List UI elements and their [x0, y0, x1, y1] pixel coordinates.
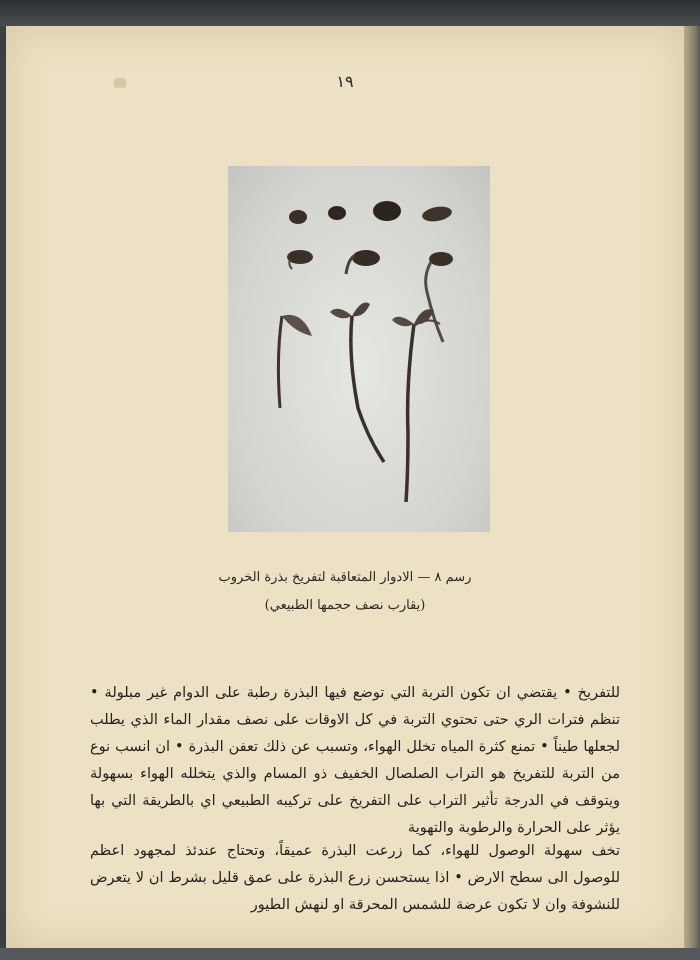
page-number: ١٩	[336, 72, 354, 91]
book-page	[6, 26, 684, 948]
body-paragraph: للتفريخ • يقتضي ان تكون التربة التي توضع فيها البذرة رطبة على الدوام غير مبلولة • تنظم فترات الري حتى تحتوي التربة في كل الاوقات على نصف مقدار الماء الذي يطلب لجعلها طيناً • تمنع كثرة المياه تخلل الهواء، وتسبب عن ذلك تعفن البذرة • ان انسب نوع من التربة للتفريخ هو التراب الصلصال الخفيف ذو المسام والذي يتخلله الهواء بسهولة ويتوقف في الدرجة تأثير التراب على التفريخ على تركيبه الطبيعي اي بالطريقة التي بها يؤثر على الحرارة والرطوبة والتهوية	[90, 685, 620, 836]
figure-caption: رسم ٨ — الادوار المتعاقبة لتفريخ بذرة الخروب	[218, 570, 472, 585]
scan-top-border	[0, 0, 700, 26]
carob-seed-germination-photo-icon	[228, 166, 490, 532]
figure-photo	[228, 166, 490, 532]
figure-scale-note: (يقارب نصف حجمها الطبيعي)	[264, 598, 426, 613]
body-paragraph: تخف سهولة الوصول للهواء، كما زرعت البذرة عميقاً، وتحتاج عندئذ لمجهود اعظم للوصول الى سطح الارض • اذا يستحسن زرع البذرة على عمق قليل بشرط ان لا يتعرض للنشوفة وان لا تكون عرضة للشمس المحرقة او لنهش الطيور	[90, 843, 620, 913]
book-page-edge	[684, 26, 700, 948]
scan-bottom-border	[0, 948, 700, 960]
